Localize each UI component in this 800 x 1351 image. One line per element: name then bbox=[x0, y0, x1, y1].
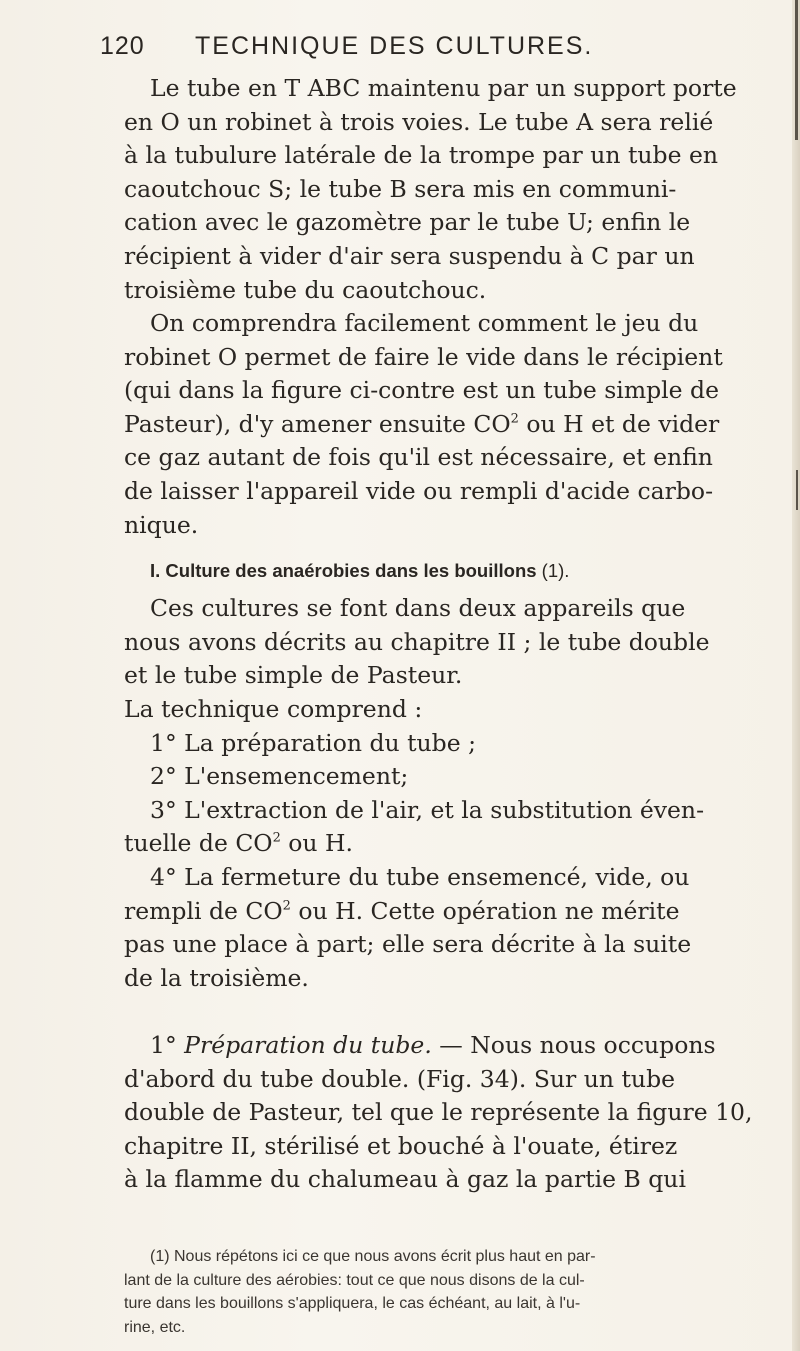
footnote-ref: (1). bbox=[536, 560, 570, 581]
text-line: cation avec le gazomètre par le tube U; enfin le bbox=[124, 208, 691, 237]
text-line: 1° Préparation du tube. — Nous nous occupons bbox=[150, 1031, 716, 1059]
text-line: Le tube en T ABC maintenu par un support porte bbox=[150, 74, 737, 102]
list-item: 1° La préparation du tube ; bbox=[150, 728, 477, 757]
text-line: rempli de $CO^2$ ou H. Cette opération ne mérite bbox=[124, 896, 680, 925]
text-line: pas une place à part; elle sera décrite à la suite bbox=[124, 930, 692, 959]
text-line: La technique comprend : bbox=[124, 695, 423, 723]
text-line: de la troisième. bbox=[124, 963, 309, 992]
text-line: nous avons décrits au chapitre II ; le tube double bbox=[124, 627, 710, 656]
footnote-line: lant de la culture des aérobies: tout ce que nous disons de la cul- bbox=[124, 1271, 585, 1289]
technique-list bbox=[124, 693, 794, 995]
text-line: de laisser l'appareil vide ou rempli d'acide carbo- bbox=[124, 476, 714, 505]
text-line: caoutchouc S; le tube B sera mis en communi- bbox=[124, 174, 677, 203]
page-edge-shadow bbox=[796, 470, 798, 510]
text-line: Ces cultures se font dans deux appareils que bbox=[150, 594, 686, 622]
footnote bbox=[124, 1245, 784, 1339]
text-line: robinet O permet de faire le vide dans le récipient bbox=[124, 342, 723, 371]
paragraph-apparatus bbox=[124, 72, 794, 307]
running-title: TECHNIQUE DES CULTURES. bbox=[195, 32, 594, 60]
footnote-line: ture dans les bouillons s'appliquera, le cas échéant, au lait, à l'u- bbox=[124, 1295, 581, 1312]
list-item: 2° L'ensemencement; bbox=[150, 762, 409, 791]
paragraph-robinet bbox=[124, 307, 794, 542]
text-line: tuelle de $CO^2$ ou H. bbox=[124, 829, 353, 858]
list-item: 4° La fermeture du tube ensemencé, vide, ou bbox=[150, 862, 690, 891]
paragraph-cultures bbox=[124, 592, 794, 693]
paragraph-preparation bbox=[124, 1029, 794, 1197]
subheading-italic: Préparation du tube. bbox=[184, 1031, 432, 1059]
text-line: en O un robinet à trois voies. Le tube A sera relié bbox=[124, 107, 714, 136]
text-line: récipient à vider d'air sera suspendu à C par un bbox=[124, 241, 695, 270]
text-line: à la tubulure latérale de la trompe par un tube en bbox=[124, 141, 718, 170]
running-head bbox=[100, 32, 700, 62]
text-line: double de Pasteur, tel que le représente la figure 10, bbox=[124, 1098, 753, 1127]
text-line: nique. bbox=[124, 510, 199, 539]
text-line: (qui dans la figure ci-contre est un tube simple de bbox=[124, 376, 719, 405]
text-line: et le tube simple de Pasteur. bbox=[124, 661, 463, 690]
page-edge-shadow bbox=[795, 0, 798, 140]
text-line: On comprendra facilement comment le jeu du bbox=[150, 309, 699, 337]
footnote-line: rine, etc. bbox=[124, 1318, 186, 1336]
text-line: troisième tube du caoutchouc. bbox=[124, 275, 487, 304]
text-line: ce gaz autant de fois qu'il est nécessaire, et enfin bbox=[124, 443, 713, 472]
page-number: 120 bbox=[100, 32, 145, 60]
list-item: 3° L'extraction de l'air, et la substitution éven- bbox=[150, 795, 705, 824]
text-line: d'abord du tube double. (Fig. 34). Sur un tube bbox=[124, 1064, 676, 1093]
text-line: chapitre II, stérilisé et bouché à l'ouate, étirez bbox=[124, 1131, 678, 1160]
section-heading: I. Culture des anaérobies dans les bouillons (1). bbox=[150, 560, 570, 581]
text-line: Pasteur), d'y amener ensuite $CO^2$ ou H et de vider bbox=[124, 409, 720, 438]
text-line: à la flamme du chalumeau à gaz la partie B qui bbox=[124, 1165, 686, 1194]
footnote-line: (1) Nous répétons ici ce que nous avons écrit plus haut en par- bbox=[150, 1248, 596, 1265]
